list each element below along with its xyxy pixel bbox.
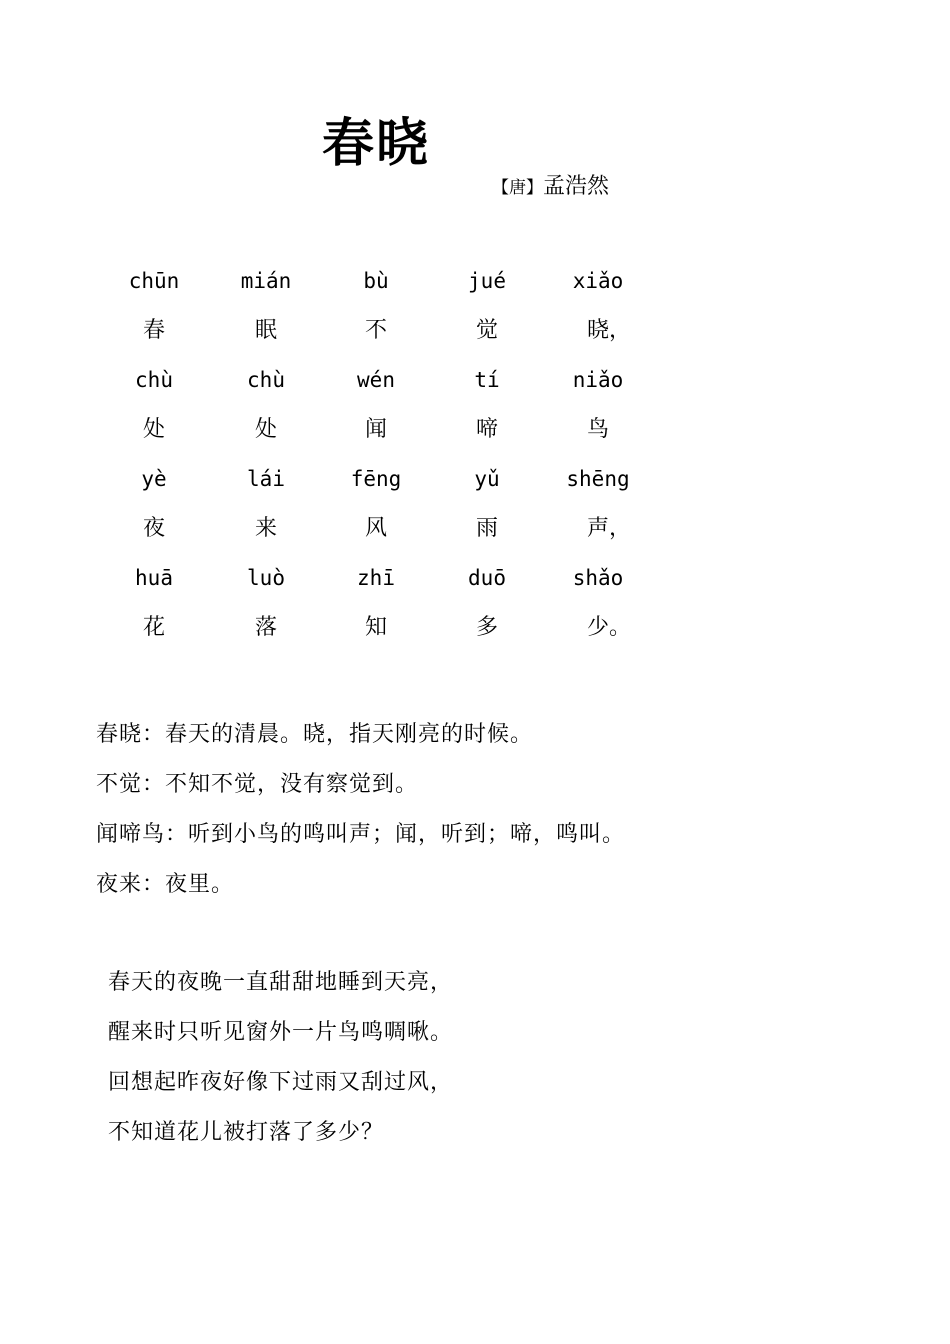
hanzi-char: 闻 [364, 417, 387, 442]
hanzi-char: 来 [254, 516, 277, 541]
pinyin-syllable: yè [141, 467, 167, 491]
pinyin-syllable: chù [135, 368, 173, 392]
hanzi-char: 鸟 [586, 417, 609, 442]
note-line: 春晓：春天的清晨。晓，指天刚亮的时候。 [96, 722, 534, 747]
hanzi-char: 啼 [475, 417, 498, 442]
pinyin-syllable: tí [474, 368, 500, 392]
pinyin-syllable: xiǎo [572, 269, 624, 293]
hanzi-char: 风 [364, 516, 387, 541]
translation-line: 不知道花儿被打落了多少？ [108, 1120, 385, 1145]
pinyin-syllable: niǎo [572, 368, 624, 392]
author-dynasty: 【唐】 [492, 178, 543, 198]
hanzi-char: 少。 [587, 615, 632, 640]
poem-title: 春晓 [322, 114, 431, 174]
pinyin-syllable: luò [247, 566, 285, 590]
pinyin-row [0, 264, 950, 298]
pinyin-syllable: chūn [128, 269, 180, 293]
pinyin-syllable: shǎo [572, 566, 624, 590]
poem-author [492, 172, 609, 203]
pinyin-row [0, 363, 950, 397]
translation-line: 回想起昨夜好像下过雨又刮过风， [108, 1070, 454, 1095]
notes-section [96, 710, 625, 910]
pinyin-syllable: chù [247, 368, 285, 392]
pinyin-syllable: zhī [357, 566, 395, 590]
pinyin-row [0, 561, 950, 595]
pinyin-syllable: duō [468, 566, 506, 590]
pinyin-syllable: fēng [350, 467, 402, 491]
hanzi-char: 夜 [142, 516, 165, 541]
hanzi-char: 处 [254, 417, 277, 442]
translation-section [108, 958, 453, 1158]
author-name: 孟浩然 [543, 174, 610, 199]
pinyin-syllable: bù [363, 269, 389, 293]
hanzi-row [0, 611, 950, 645]
hanzi-char: 花 [142, 615, 165, 640]
pinyin-syllable: lái [247, 467, 285, 491]
pinyin-syllable: wén [357, 368, 395, 392]
hanzi-char: 春 [142, 318, 165, 343]
pinyin-syllable: mián [240, 269, 292, 293]
hanzi-char: 不 [364, 318, 387, 343]
hanzi-char: 落 [254, 615, 277, 640]
hanzi-char: 觉 [475, 318, 498, 343]
translation-line: 醒来时只听见窗外一片鸟鸣啁啾。 [108, 1020, 454, 1045]
note-line: 不觉：不知不觉，没有察觉到。 [96, 772, 419, 797]
pinyin-syllable: yǔ [474, 467, 500, 491]
hanzi-row [0, 512, 950, 546]
hanzi-char: 声， [587, 516, 632, 541]
hanzi-char: 眠 [254, 318, 277, 343]
hanzi-row [0, 413, 950, 447]
pinyin-syllable: jué [468, 269, 506, 293]
pinyin-row [0, 462, 950, 496]
hanzi-row [0, 314, 950, 348]
note-line: 闻啼鸟：听到小鸟的鸣叫声；闻，听到；啼，鸣叫。 [96, 822, 626, 847]
pinyin-syllable: shēng [566, 467, 630, 491]
translation-line: 春天的夜晚一直甜甜地睡到天亮， [108, 970, 454, 995]
hanzi-char: 晓， [587, 318, 632, 343]
hanzi-char: 多 [475, 615, 498, 640]
note-line: 夜来：夜里。 [96, 872, 235, 897]
pinyin-syllable: huā [135, 566, 173, 590]
hanzi-char: 处 [142, 417, 165, 442]
hanzi-char: 知 [364, 615, 387, 640]
hanzi-char: 雨 [475, 516, 498, 541]
